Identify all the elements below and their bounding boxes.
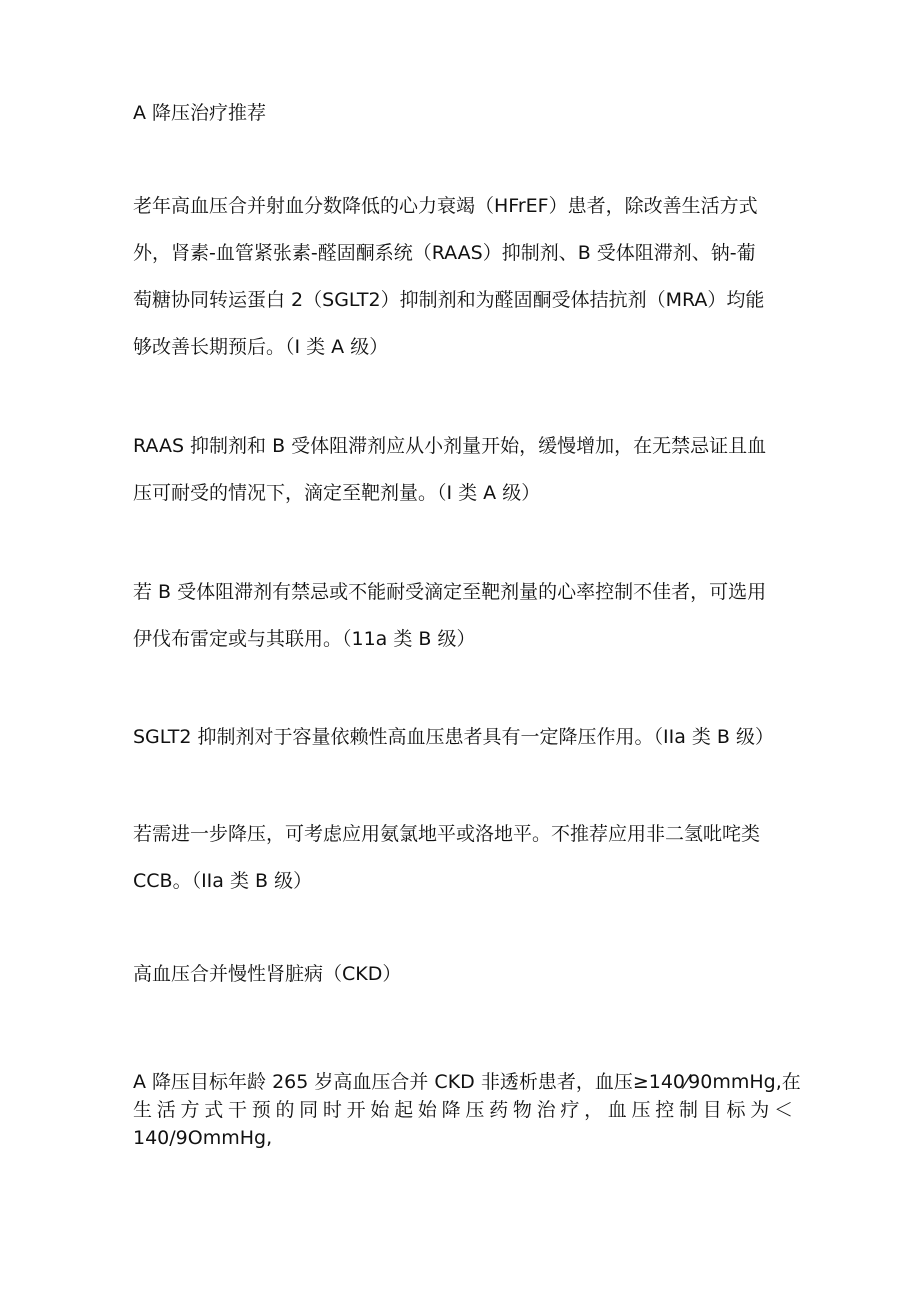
- paragraph-ivabradine: [133, 569, 793, 663]
- paragraph-raas-titration: [133, 423, 793, 517]
- paragraph-ckd-bp-target: [133, 1068, 801, 1152]
- text-line: SGLT2 抑制剂对于容量依赖性高血压患者具有一定降压作用。（IIa 类 B 级）: [133, 726, 774, 748]
- text-line: 够改善长期预后。（I 类 A 级）: [133, 336, 389, 358]
- text-line: 若需进一步降压，可考虑应用氨氯地平或洛地平。不推荐应用非二氢吡咤类: [133, 823, 761, 845]
- text-line: 140/9OmmHg,: [133, 1127, 273, 1149]
- text-line: CCB。（IIa 类 B 级）: [133, 870, 313, 892]
- text-line: A 降压目标年龄 265 岁高血压合并 CKD 非透析患者，血压≥140⁄90mmHg,在: [133, 1071, 801, 1093]
- section-heading-bp-treatment: A 降压治疗推荐: [133, 102, 267, 124]
- text-line: 老年高血压合并射血分数降低的心力衰竭（HFrEF）患者，除改善生活方式: [133, 195, 758, 217]
- text-line: 压可耐受的情况下，滴定至靶剂量。（I 类 A 级）: [133, 482, 541, 504]
- paragraph-hfref-recommendation: [133, 183, 793, 371]
- text-line: 外，肾素-血管紧张素-醛固酮系统（RAAS）抑制剂、B 受体阻滞剂、钠-葡: [133, 242, 756, 264]
- text-line: 伊伐布雷定或与其联用。（11a 类 B 级）: [133, 628, 476, 650]
- paragraph-further-bp-lowering: [133, 811, 793, 905]
- text-line: RAAS 抑制剂和 B 受体阻滞剂应从小剂量开始，缓慢增加，在无禁忌证且血: [133, 435, 767, 457]
- section-heading-ckd: 高血压合并慢性肾脏病（CKD）: [133, 963, 402, 985]
- paragraph-sglt2: [133, 714, 793, 761]
- text-line: 生活方式干预的同时开始起始降压药物治疗，血压控制目标为＜: [133, 1099, 793, 1121]
- text-line: 萄糖协同转运蛋白 2（SGLT2）抑制剂和为醛固酮受体拮抗剂（MRA）均能: [133, 289, 765, 311]
- text-line: 若 B 受体阻滞剂有禁忌或不能耐受滴定至靶剂量的心率控制不佳者，可选用: [133, 581, 767, 603]
